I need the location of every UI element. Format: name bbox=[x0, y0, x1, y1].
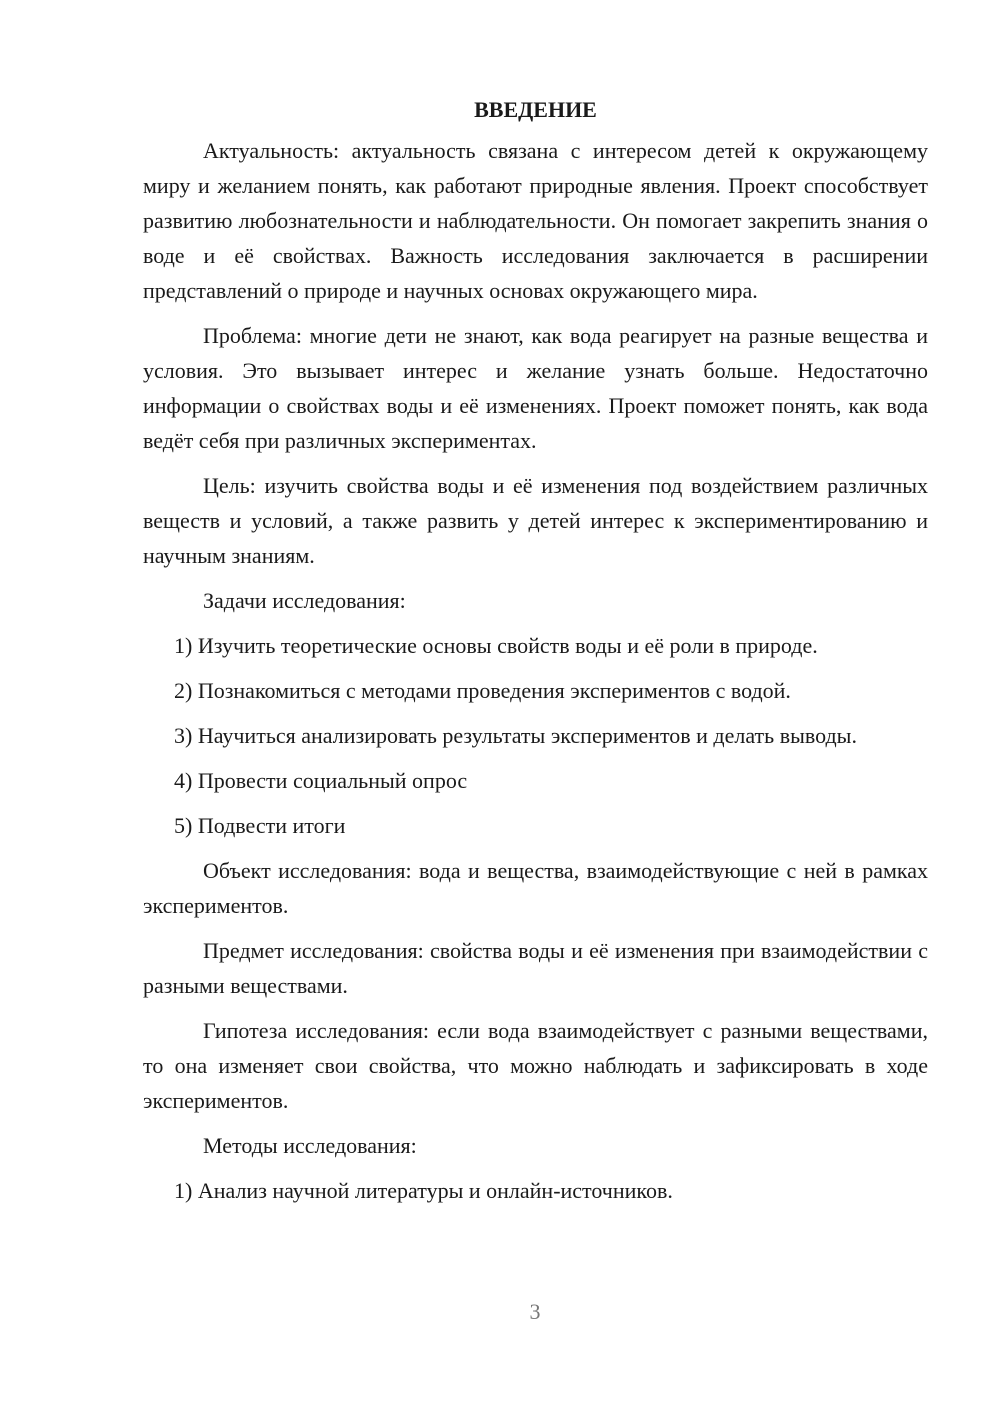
paragraph-subject: Предмет исследования: свойства воды и её изменения при взаимодействии с разными веществами. bbox=[143, 938, 928, 998]
task-item-5: 5) Подвести итоги bbox=[174, 813, 346, 838]
task-item-1: 1) Изучить теоретические основы свойств воды и её роли в природе. bbox=[174, 633, 818, 658]
paragraph-hypothesis: Гипотеза исследования: если вода взаимодействует с разными веществами, то она изменяет свои свойства, что можно наблюдать и зафиксировать в ходе экспериментов. bbox=[143, 1018, 928, 1113]
task-item-4: 4) Провести социальный опрос bbox=[174, 768, 468, 793]
paragraph-object: Объект исследования: вода и вещества, взаимодействующие с ней в рамках экспериментов. bbox=[143, 858, 928, 918]
paragraph-problem: Проблема: многие дети не знают, как вода реагирует на разные вещества и условия. Это вызывает интерес и желание узнать больше. Недостаточно информации о свойствах воды и её изменениях. Проект поможет понять, как вода ведёт себя при различных экспериментах. bbox=[143, 323, 928, 453]
paragraph-relevance: Актуальность: актуальность связана с интересом детей к окружающему миру и желанием понять, как работают природные явления. Проект способствует развитию любознательности и наблюдательности. Он помогает закрепить знания о воде и её свойствах. Важность исследования заключается в расширении представлений о природе и научных основах окружающего мира. bbox=[143, 138, 928, 303]
page-number: 3 bbox=[529, 1299, 541, 1324]
methods-heading: Методы исследования: bbox=[203, 1133, 417, 1158]
tasks-heading: Задачи исследования: bbox=[203, 588, 406, 613]
paragraph-goal: Цель: изучить свойства воды и её изменения под воздействием различных веществ и условий, а также развить у детей интерес к экспериментированию и научным знаниям. bbox=[143, 473, 928, 568]
task-item-3: 3) Научиться анализировать результаты экспериментов и делать выводы. bbox=[174, 723, 857, 748]
section-title: ВВЕДЕНИЕ bbox=[474, 97, 597, 122]
task-item-2: 2) Познакомиться с методами проведения экспериментов с водой. bbox=[174, 678, 791, 703]
method-item-1: 1) Анализ научной литературы и онлайн-источников. bbox=[174, 1178, 673, 1203]
document-page bbox=[143, 92, 928, 1218]
